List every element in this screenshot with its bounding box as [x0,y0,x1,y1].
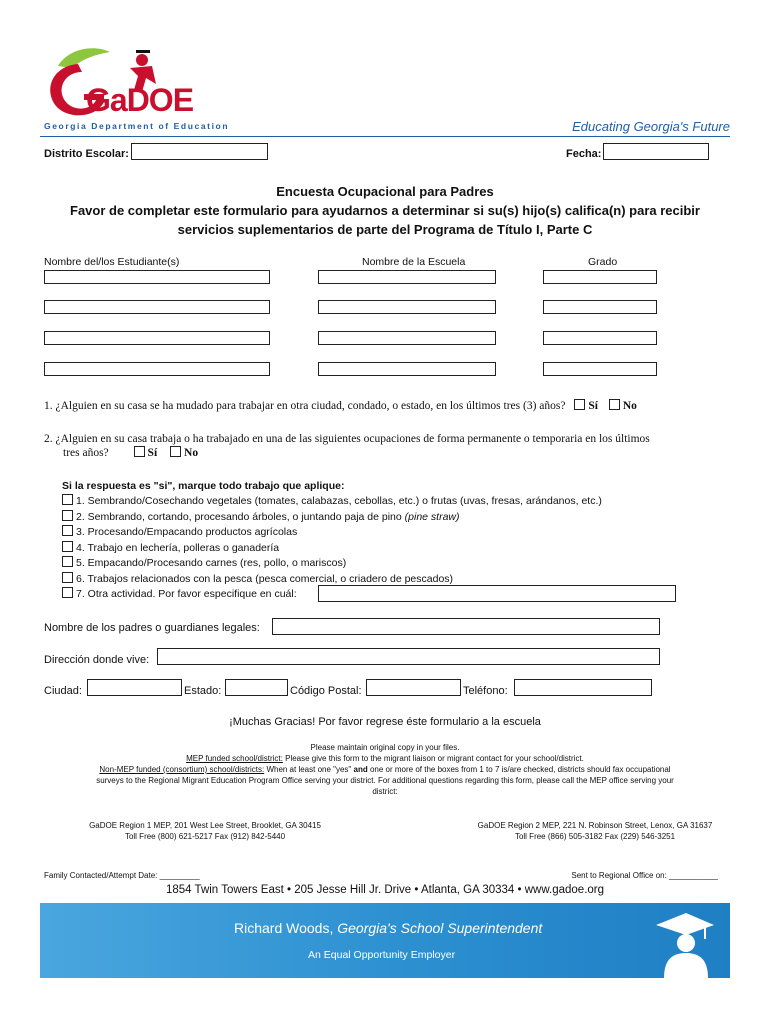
other-activity-input[interactable] [318,585,676,602]
occupation-7-checkbox[interactable] [62,587,73,598]
phone-input[interactable] [514,679,652,696]
occupation-4-checkbox[interactable] [62,541,73,552]
col-student-name: Nombre del/los Estudiante(s) [44,256,180,268]
question-1 [44,399,637,412]
occupations-intro: Si la respuesta es "si", marque todo trabajo que aplique: [62,480,345,492]
occupation-item-4 [62,541,742,557]
student-name-input-4[interactable] [44,362,270,376]
sent-regional: Sent to Regional Office on: ___________ [571,871,718,880]
parents-label: Nombre de los padres o guardianes legales: [44,622,260,634]
occupation-item-7 [62,587,742,603]
title-line1: Encuesta Ocupacional para Padres [276,184,494,199]
q1-yes-checkbox[interactable] [574,399,585,410]
region-1 [40,820,370,842]
question-2-line2 [44,446,734,460]
date-input[interactable] [603,143,709,160]
student-name-input-2[interactable] [44,300,270,314]
occupation-6-label: 6. Trabajos relacionados con la pesca (pesca comercial, o criadero de pescados) [76,572,454,585]
question-2-text-2: tres años? [63,447,109,459]
grade-input-3[interactable] [543,331,657,345]
question-1-text: 1. ¿Alguien en su casa se ha mudado para trabajar en otra ciudad, condado, o estado, en los últimos tres (3) años? [44,400,566,412]
occupation-2-italic: (pine straw) [404,510,460,523]
region-2 [430,820,760,842]
occupation-3-label: 3. Procesando/Empacando productos agrícolas [76,526,298,538]
occupation-5-checkbox[interactable] [62,556,73,567]
superintendent-line [234,920,542,936]
district-input[interactable] [131,143,268,160]
occupation-5-label: 5. Empacando/Procesando carnes (res, pollo, o mariscos) [76,557,347,569]
occupation-7-label: 7. Otra actividad. Por favor especifique en cuál: [76,588,297,600]
school-name-input-2[interactable] [318,300,496,314]
school-name-input-4[interactable] [318,362,496,376]
maintain-note: Please maintain original copy in your files. [310,743,460,752]
nonmep-note-line2: surveys to the Regional Migrant Education Program Office serving your district. For additional questions regarding this form, please call the MEP office serving your [96,776,674,785]
title-line3: servicios suplementarios de parte del Programa de Título I, Parte C [177,222,593,237]
q2-yes-label: Sí [147,447,158,459]
occupation-item-1 [62,494,742,510]
occupation-item-3 [62,525,742,541]
occupation-1-checkbox[interactable] [62,494,73,505]
occupation-4-label: 4. Trabajo en lechería, polleras o ganadería [76,541,280,554]
region-2-address: GaDOE Region 2 MEP, 221 N. Robinson Street, Lenox, GA 31637 [477,821,713,830]
student-name-input-3[interactable] [44,331,270,345]
q2-yes-checkbox[interactable] [134,446,145,457]
grade-input-1[interactable] [543,270,657,284]
nonmep-note-line3: district: [372,787,398,796]
occupation-1-label: 1. Sembrando/Cosechando vegetales (tomates, calabazas, cebollas, etc.) o frutas (uvas, fresas, arándanos, etc.) [76,495,602,507]
org-name: Georgia Department of Education [44,121,230,131]
zip-label: Código Postal: [290,685,362,697]
occupations-list [62,479,742,603]
gadoe-logo [38,44,213,126]
superintendent-name: Richard Woods, [234,920,334,936]
nonmep-note-label: Non-MEP funded (consortium) school/districts: [99,765,265,774]
occupation-2-checkbox[interactable] [62,510,73,521]
occupation-2-label: 2. Sembrando, cortando, procesando árboles, o juntando paja de pino [76,510,402,523]
city-label: Ciudad: [44,685,82,697]
graduate-icon [650,903,716,978]
mep-note-text: Please give this form to the migrant liaison or migrant contact for your school/district. [285,754,584,763]
address-input[interactable] [157,648,660,665]
eoe-text: An Equal Opportunity Employer [308,949,456,961]
occupation-item-2 [62,510,742,526]
parents-input[interactable] [272,618,660,635]
nonmep-note-and: and [353,765,368,774]
footer-address: 1854 Twin Towers East • 205 Jesse Hill Jr. Drive • Atlanta, GA 30334 • www.gadoe.org [165,884,605,896]
state-label: Estado: [184,685,222,697]
phone-label: Teléfono: [463,685,508,697]
q1-no-checkbox[interactable] [609,399,620,410]
family-contacted: Family Contacted/Attempt Date: _________ [44,871,200,880]
occupation-6-checkbox[interactable] [62,572,73,583]
thanks-message: ¡Muchas Gracias! Por favor regrese éste formulario a la escuela [229,716,541,728]
q2-no-label: No [184,447,199,459]
mep-note-label: MEP funded school/district: [186,754,283,763]
city-input[interactable] [87,679,182,696]
student-name-input-1[interactable] [44,270,270,284]
school-name-input-1[interactable] [318,270,496,284]
notes-block [40,742,730,797]
question-2-text: 2. ¿Alguien en su casa trabaja o ha trabajado en una de las siguientes ocupaciones de forma permanente o temporaria en los últimos [44,433,650,445]
question-2 [44,432,734,460]
form-title [0,182,770,239]
region-2-phone: Toll Free (866) 505-3182 Fax (229) 546-3251 [514,832,676,841]
address-label: Dirección donde vive: [44,654,150,666]
logo-text: GaDOE [86,82,194,118]
region-1-address: GaDOE Region 1 MEP, 201 West Lee Street, Brooklet, GA 30415 [89,821,321,830]
zip-input[interactable] [366,679,461,696]
mep-note [40,753,730,764]
superintendent-banner [40,903,730,978]
header-rule [40,136,730,137]
nonmep-note-text-1: When at least one "yes" [266,765,352,774]
occupation-item-5 [62,556,742,572]
title-line2: Favor de completar este formulario para ayudarnos a determinar si su(s) hijo(s) califica(n) para recibir [70,203,700,218]
q1-yes-label: Sí [588,400,598,412]
q1-no-label: No [622,400,637,412]
occupation-3-checkbox[interactable] [62,525,73,536]
date-label: Fecha: [566,148,602,160]
district-label: Distrito Escolar: [44,148,129,160]
state-input[interactable] [225,679,288,696]
col-grade: Grado [588,256,618,268]
grade-input-4[interactable] [543,362,657,376]
tagline: Educating Georgia's Future [572,119,730,134]
superintendent-title: Georgia's School Superintendent [337,920,543,936]
q2-no-checkbox[interactable] [170,446,181,457]
grade-input-2[interactable] [543,300,657,314]
nonmep-note-text-2: one or more of the boxes from 1 to 7 is/are checked, districts should fax occupational [369,765,671,774]
col-school-name: Nombre de la Escuela [362,256,466,268]
nonmep-note [40,764,730,775]
region-1-phone: Toll Free (800) 621-5217 Fax (912) 842-5440 [124,832,286,841]
school-name-input-3[interactable] [318,331,496,345]
